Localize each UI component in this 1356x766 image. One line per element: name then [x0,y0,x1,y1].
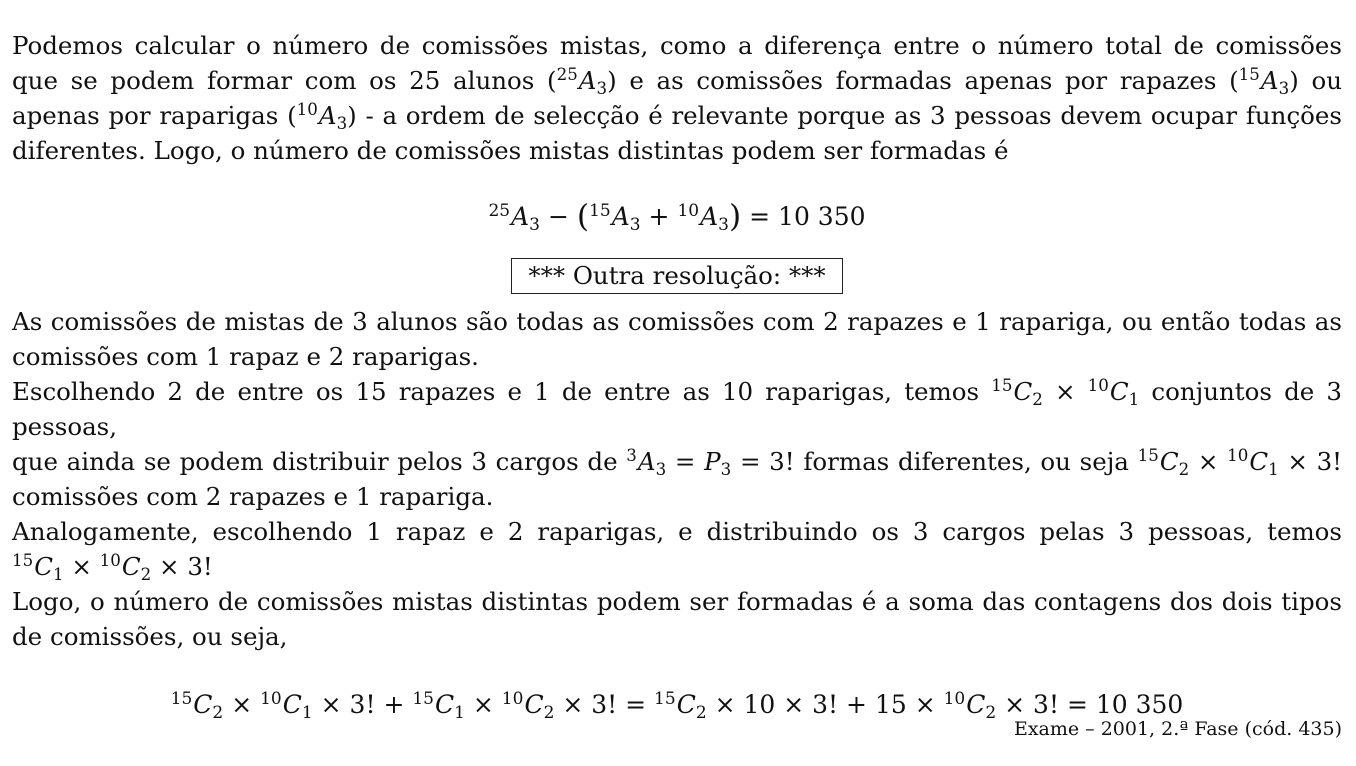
text-line: que se podem formar com os 25 alunos $(^{25}A_3)$ e as comissões formadas apenas por rapazes $(^{15}A_3)$ ou [12,64,1342,98]
equation-result: = 10 350 [1066,690,1184,719]
text-line: apenas por raparigas $(^{10}A_3)$ - a ordem de selecção é relevante porque as 3 pessoas devem ocupar funções [12,99,1342,133]
math-15A3: $^{15}A_3$ [1238,64,1290,98]
text-line: comissões com 1 rapaz e 2 raparigas. [12,342,479,371]
text-line: que ainda se podem distribuir pelos 3 cargos de $^3A_3 = P_3 = 3$! formas diferentes, ou seja $^{15}C_2 \times ^{10}C_1 \times 3$! [12,445,1343,479]
text-line: As comissões de mistas de 3 alunos são todas as comissões com 2 rapazes e 1 rapariga, ou então todas as [12,307,1342,336]
text-line: Logo, o número de comissões mistas distintas podem ser formadas é a soma das contagens dos dois tipos [12,587,1342,616]
equation-difference: $^{25}A_3 - (^{15}A_3 + ^{10}A_3) = 10$ 350 [488,198,866,236]
text-line: de comissões, ou seja, [12,622,288,651]
text-line: Podemos calcular o número de comissões mistas, como a diferença entre o número total de comissões [12,31,1342,60]
text-line: diferentes. Logo, o número de comissões mistas distintas podem ser formadas é [12,136,1009,165]
source-reference: Exame – 2001, 2.ª Fase (cód. 435) [1013,718,1342,740]
equation-result: = 10 350 [749,202,866,231]
math-15C1-10C2-3fact: $^{15}C_1 \times ^{10}C_2 \times 3$! [12,550,213,584]
text-line: Analogamente, escolhendo 1 rapaz e 2 raparigas, e distribuindo os 3 cargos pelas 3 pessoas, temos [12,517,1342,546]
paragraph-second-resolution [12,304,1342,654]
paragraph-first-resolution [12,28,1342,168]
math-15C2-10C1-3fact: $^{15}C_2 \times ^{10}C_1 \times 3$! [1137,445,1343,479]
text-line [12,549,1342,584]
equation-sum: $^{15}C_2 \times ^{10}C_1 \times 3$! + $^{15}C_1 \times ^{10}C_2 \times 3$! = $^{15}C_2 \times 10 \times 3$! + $15 \times ^{10}C_2 \times 3$! = 10 350 [170,688,1184,724]
text-line: Escolhendo 2 de entre os 15 rapazes e 1 de entre as 10 raparigas, temos $^{15}C_2 \times ^{10}C_1$ conjuntos de 3 pessoas, [12,375,1343,441]
math-15C2-x-10C1: $^{15}C_2 \times ^{10}C_1$ [991,375,1140,409]
math-3A3-P3: $^3A_3 = P_3 = 3$! [626,445,795,479]
text-line: comissões com 2 rapazes e 1 rapariga. [12,482,494,511]
math-25A3: $^{25}A_3$ [556,64,608,98]
math-10A3: $^{10}A_3$ [296,99,348,133]
document-page [12,28,1342,728]
alternative-resolution-box: *** Outra resolução: *** [511,258,842,294]
